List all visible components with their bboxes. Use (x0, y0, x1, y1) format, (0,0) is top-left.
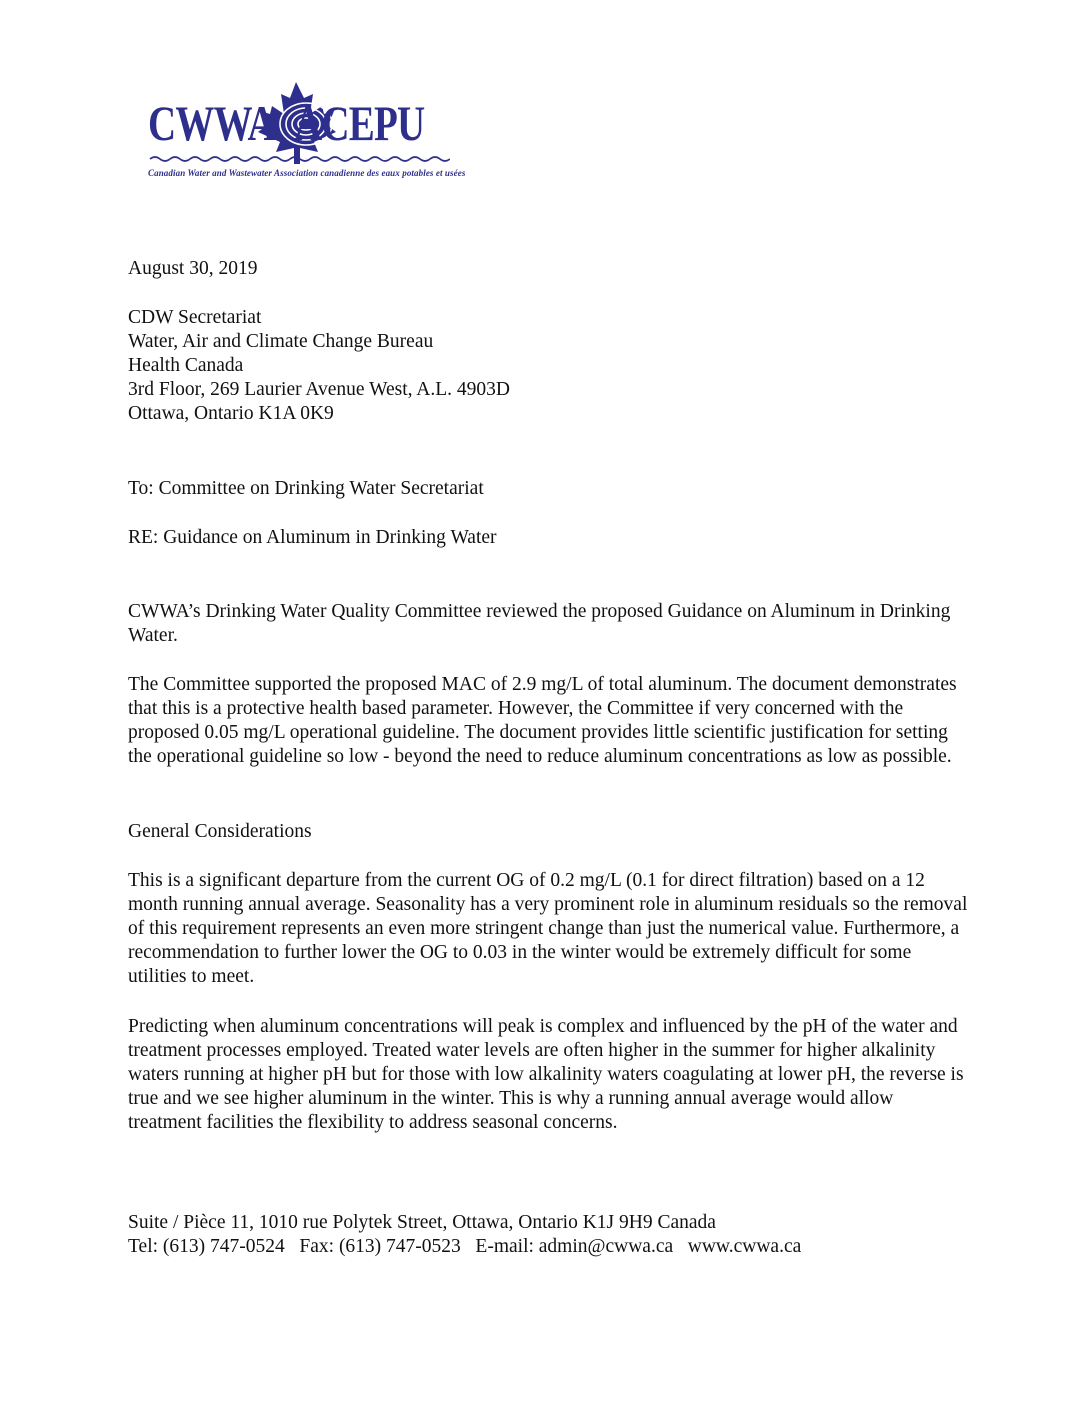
paragraph-intro: CWWA’s Drinking Water Quality Committee reviewed the proposed Guidance on Aluminum in Drinking Water. (128, 601, 951, 646)
address-line-3: Health Canada (128, 355, 244, 376)
footer-contact: Tel: (613) 747-0524 Fax: (613) 747-0523 E-mail: admin@cwwa.ca www.cwwa.ca (128, 1236, 802, 1257)
cwwa-acepu-logo (148, 80, 466, 184)
logo-cwwa-text: CWWA (148, 95, 275, 151)
logo-acepu-text: ACEPU (294, 95, 425, 151)
address-line-2: Water, Air and Climate Change Bureau (128, 331, 434, 352)
to-line: To: Committee on Drinking Water Secretariat (128, 478, 484, 499)
address-line-5: Ottawa, Ontario K1A 0K9 (128, 403, 334, 424)
letter-date: August 30, 2019 (128, 258, 258, 279)
paragraph-mac: The Committee supported the proposed MAC of 2.9 mg/L of total aluminum. The document demonstrates that this is a protective health based parameter. However, the Committee if very concerned with the proposed 0.05 mg/L operational guideline. The document provides little scientific justification for setting the operational guideline so low - beyond the need to reduce aluminum concentrations as low as possible. (128, 674, 957, 767)
address-line-4: 3rd Floor, 269 Laurier Avenue West, A.L. 4903D (128, 379, 510, 400)
logo-tagline: Canadian Water and Wastewater Association canadienne des eaux potables et usées (148, 168, 466, 178)
section-heading: General Considerations (128, 821, 312, 842)
paragraph-predicting: Predicting when aluminum concentrations will peak is complex and influenced by the pH of the water and treatment processes employed. Treated water levels are often higher in the summer for higher alkalinity waters running at higher pH but for those with low alkalinity waters coagulating at lower pH, the reverse is true and we see higher aluminum in the winter. This is why a running annual average would allow treatment facilities the flexibility to address seasonal concerns. (128, 1016, 964, 1133)
footer-address: Suite / Pièce 11, 1010 rue Polytek Street, Ottawa, Ontario K1J 9H9 Canada (128, 1212, 716, 1233)
paragraph-departure: This is a significant departure from the current OG of 0.2 mg/L (0.1 for direct filtration) based on a 12 month running annual average. Seasonality has a very prominent role in aluminum residuals so the removal of this requirement represents an even more stringent change than just the numerical value. Furthermore, a recommendation to further lower the OG to 0.03 in the winter would be extremely difficult for some utilities to meet. (128, 870, 968, 987)
re-line: RE: Guidance on Aluminum in Drinking Water (128, 527, 497, 548)
address-line-1: CDW Secretariat (128, 307, 262, 328)
